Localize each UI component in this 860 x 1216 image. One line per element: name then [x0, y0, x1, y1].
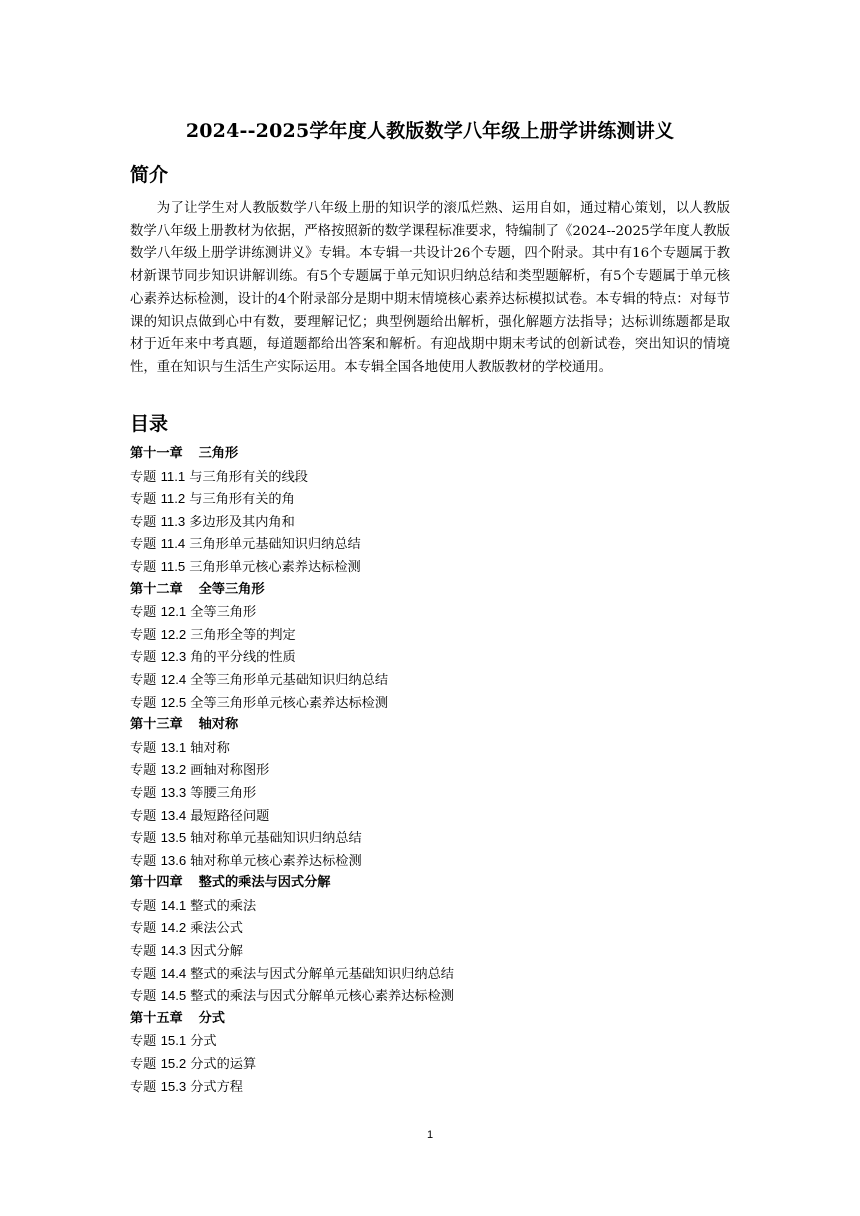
toc-topic[interactable] [130, 805, 730, 828]
topic-number: 12.3 [160, 649, 187, 665]
chapter-title: 三角形 [198, 446, 239, 461]
toc-topic[interactable] [130, 759, 730, 782]
toc-topic[interactable] [130, 488, 730, 511]
toc-chapter[interactable] [130, 714, 730, 737]
topic-title: 与三角形有关的线段 [189, 469, 308, 485]
topic-title: 三角形单元基础知识归纳总结 [189, 537, 361, 553]
intro-heading: 简介 [130, 164, 169, 186]
toc-heading: 目录 [130, 413, 169, 435]
topic-title: 全等三角形 [190, 605, 257, 621]
chapter-title: 分式 [198, 1010, 225, 1026]
toc-topic[interactable] [130, 646, 730, 669]
toc-topic[interactable] [130, 533, 730, 556]
toc-topic[interactable] [130, 511, 730, 534]
topic-title: 分式的运算 [190, 1057, 257, 1073]
topic-prefix: 专题 [130, 650, 161, 666]
topic-title: 分式 [190, 1034, 217, 1050]
topic-title: 乘法公式 [190, 921, 243, 937]
chapter-number: 第十五章 [130, 1010, 183, 1026]
chapter-title: 轴对称 [198, 717, 239, 733]
toc-topic[interactable] [130, 692, 730, 715]
toc-topic[interactable] [130, 940, 730, 963]
topic-number: 13.5 [160, 830, 187, 846]
toc-topic[interactable] [130, 917, 730, 940]
topic-prefix: 专题 [130, 672, 161, 688]
toc-topic[interactable] [130, 624, 730, 647]
topic-number: 12.1 [160, 604, 187, 620]
toc-topic[interactable] [130, 601, 730, 624]
topic-prefix: 专题 [130, 966, 161, 982]
topic-title: 全等三角形单元基础知识归纳总结 [190, 672, 389, 688]
intro-paragraph: 为了让学生对人教版数学八年级上册的知识学的滚瓜烂熟、运用自如，通过精心策划，以人教版数学八年级上册教材为依据，严格按照新的数学课程标准要求，特编制了《2024--2025学年度人教版数学八年级上册学讲练测讲义》专辑。本专辑一共设计26个专题，四个附录。其中有16个专题属于教材新课节同步知识讲解训练。有5个专题属于单元知识归纳总结和类型题解析，有5个专题属于单元核心素养达标检测，设计的4个附录部分是期中期末情境核心素养达标模拟试卷。本专辑的特点：对每节课的知识点做到心中有数，要理解记忆；典型例题给出解析，强化解题方法指导；达标训练题都是取材于近年来中考真题，每道题都给出答案和解析。有迎战期中期末考试的创新试卷，突出知识的情境性，重在知识与生活生产实际运用。本专辑全国各地使用人教版教材的学校通用。 [130, 201, 730, 375]
toc-chapter[interactable] [130, 872, 730, 895]
topic-prefix: 专题 [130, 740, 161, 756]
topic-prefix: 专题 [130, 831, 161, 847]
toc-topic[interactable] [130, 963, 730, 986]
topic-number: 15.2 [160, 1056, 187, 1072]
toc-topic[interactable] [130, 985, 730, 1008]
topic-number: 12.2 [160, 626, 187, 642]
topic-prefix: 专题 [130, 537, 161, 553]
chapter-number: 第十三章 [130, 717, 183, 733]
topic-prefix: 专题 [130, 808, 161, 824]
topic-number: 14.4 [160, 965, 187, 981]
topic-prefix: 专题 [130, 469, 161, 485]
topic-title: 轴对称单元核心素养达标检测 [190, 853, 362, 869]
topic-prefix: 专题 [130, 1034, 161, 1050]
topic-number: 11.1 [160, 468, 186, 484]
toc-topic[interactable] [130, 1053, 730, 1076]
topic-prefix: 专题 [130, 921, 161, 937]
topic-number: 15.1 [160, 1033, 187, 1049]
topic-prefix: 专题 [130, 944, 161, 960]
chapter-number: 第十一章 [130, 446, 183, 461]
topic-prefix: 专题 [130, 695, 161, 711]
topic-title: 三角形单元核心素养达标检测 [189, 559, 361, 575]
topic-title: 角的平分线的性质 [190, 650, 296, 666]
toc-topic[interactable] [130, 669, 730, 692]
toc-topic[interactable] [130, 466, 730, 489]
table-of-contents [130, 443, 730, 1098]
topic-title: 轴对称单元基础知识归纳总结 [190, 831, 362, 847]
page-number: 1 [426, 1129, 434, 1141]
toc-topic[interactable] [130, 1076, 730, 1099]
topic-title: 整式的乘法与因式分解单元基础知识归纳总结 [190, 966, 454, 982]
toc-chapter[interactable] [130, 443, 730, 466]
topic-title: 因式分解 [190, 944, 243, 960]
topic-number: 11.3 [160, 513, 186, 529]
toc-topic[interactable] [130, 895, 730, 918]
topic-number: 11.4 [160, 536, 186, 552]
topic-number: 14.5 [160, 988, 187, 1004]
toc-topic[interactable] [130, 737, 730, 760]
topic-title: 整式的乘法与因式分解单元核心素养达标检测 [190, 989, 454, 1005]
topic-number: 13.1 [160, 739, 187, 755]
topic-number: 12.4 [160, 671, 187, 687]
intro-body [130, 198, 730, 380]
topic-number: 13.4 [160, 807, 187, 823]
topic-prefix: 专题 [130, 785, 161, 801]
topic-prefix: 专题 [130, 559, 161, 575]
topic-prefix: 专题 [130, 514, 161, 530]
topic-prefix: 专题 [130, 853, 161, 869]
topic-title: 最短路径问题 [190, 808, 270, 824]
topic-number: 12.5 [160, 694, 187, 710]
topic-title: 分式方程 [190, 1079, 243, 1095]
topic-number: 11.5 [160, 558, 186, 574]
toc-topic[interactable] [130, 782, 730, 805]
topic-prefix: 专题 [130, 1057, 161, 1073]
topic-number: 14.3 [160, 943, 187, 959]
topic-number: 14.1 [160, 897, 187, 913]
topic-title: 三角形全等的判定 [190, 627, 296, 643]
toc-topic[interactable] [130, 556, 730, 579]
toc-topic[interactable] [130, 1030, 730, 1053]
topic-number: 13.2 [160, 762, 187, 778]
document-title: 2024--2025学年度人教版数学八年级上册学讲练测讲义 [185, 120, 675, 142]
topic-prefix: 专题 [130, 492, 161, 508]
topic-prefix: 专题 [130, 605, 161, 621]
toc-topic[interactable] [130, 850, 730, 873]
chapter-title: 整式的乘法与因式分解 [198, 875, 331, 891]
topic-prefix: 专题 [130, 763, 161, 779]
topic-title: 与三角形有关的角 [189, 492, 295, 508]
topic-prefix: 专题 [130, 989, 161, 1005]
toc-topic[interactable] [130, 827, 730, 850]
topic-number: 13.6 [160, 852, 187, 868]
topic-title: 画轴对称图形 [190, 763, 270, 779]
topic-title: 多边形及其内角和 [189, 514, 295, 530]
topic-title: 全等三角形单元核心素养达标检测 [190, 695, 389, 711]
topic-title: 轴对称 [190, 740, 230, 756]
topic-number: 11.2 [160, 491, 186, 507]
toc-chapter[interactable] [130, 579, 730, 602]
topic-number: 13.3 [160, 784, 187, 800]
topic-prefix: 专题 [130, 898, 161, 914]
topic-prefix: 专题 [130, 627, 161, 643]
topic-title: 等腰三角形 [190, 785, 257, 801]
toc-chapter[interactable] [130, 1008, 730, 1031]
chapter-number: 第十二章 [130, 581, 183, 597]
chapter-title: 全等三角形 [198, 581, 265, 597]
chapter-number: 第十四章 [130, 875, 183, 891]
topic-number: 14.2 [160, 920, 187, 936]
topic-prefix: 专题 [130, 1079, 161, 1095]
topic-number: 15.3 [160, 1078, 187, 1094]
topic-title: 整式的乘法 [190, 898, 257, 914]
